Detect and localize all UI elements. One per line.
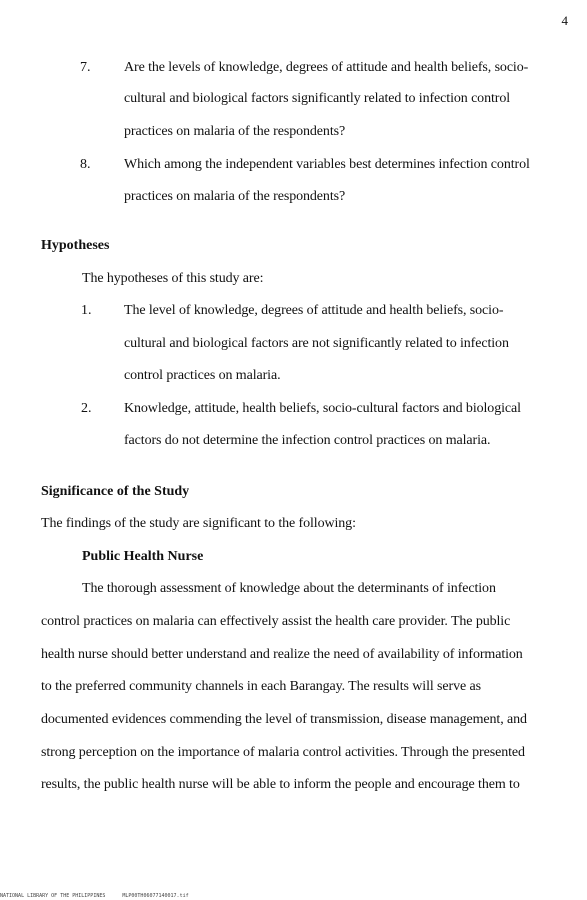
hypothesis-2-line-2: factors do not determine the infection control practices on malaria. — [124, 433, 491, 448]
significance-intro: The findings of the study are significant to the following: — [41, 516, 356, 531]
question-8-line-1: Which among the independent variables best determines infection control — [124, 157, 530, 172]
hypothesis-1-number: 1. — [81, 303, 92, 318]
page-number: 4 — [561, 13, 568, 28]
hypotheses-intro: The hypotheses of this study are: — [82, 271, 264, 286]
question-7-line-2: cultural and biological factors significantly related to infection control — [124, 91, 511, 106]
hypothesis-2-line-1: Knowledge, attitude, health beliefs, socio-cultural factors and biological — [124, 401, 521, 416]
hypothesis-2-number: 2. — [81, 401, 92, 416]
scan-footer — [0, 892, 189, 900]
paragraph-line-6: strong perception on the importance of malaria control activities. Through the presented — [41, 745, 525, 760]
paragraph-line-2: control practices on malaria can effectively assist the health care provider. The public — [41, 614, 511, 629]
significance-heading: Significance of the Study — [41, 484, 190, 499]
paragraph-line-1: The thorough assessment of knowledge about the determinants of infection — [82, 581, 496, 596]
hypothesis-1-line-2: cultural and biological factors are not significantly related to infection — [124, 336, 509, 351]
paragraph-line-4: to the preferred community channels in each Barangay. The results will serve as — [41, 679, 481, 694]
question-7-line-1: Are the levels of knowledge, degrees of attitude and health beliefs, socio- — [124, 60, 529, 75]
paragraph-line-7: results, the public health nurse will be able to inform the people and encourage them to — [41, 777, 520, 792]
hypothesis-1-line-3: control practices on malaria. — [124, 368, 281, 383]
hypothesis-1-line-1: The level of knowledge, degrees of attitude and health beliefs, socio- — [124, 303, 504, 318]
footer-library-name: NATIONAL LIBRARY OF THE PHILIPPINES — [0, 893, 106, 899]
hypotheses-heading: Hypotheses — [41, 238, 110, 253]
paragraph-line-3: health nurse should better understand and realize the need of availability of information — [41, 647, 523, 662]
question-8-line-2: practices on malaria of the respondents? — [124, 189, 346, 204]
paragraph-line-5: documented evidences commending the level of transmission, disease management, and — [41, 712, 527, 727]
footer-file-id: MLP00TH06077140017.tif — [122, 893, 189, 899]
question-7-line-3: practices on malaria of the respondents? — [124, 124, 346, 139]
question-8-number: 8. — [80, 157, 91, 172]
question-7-number: 7. — [80, 60, 91, 75]
public-health-nurse-subheading: Public Health Nurse — [82, 549, 204, 564]
